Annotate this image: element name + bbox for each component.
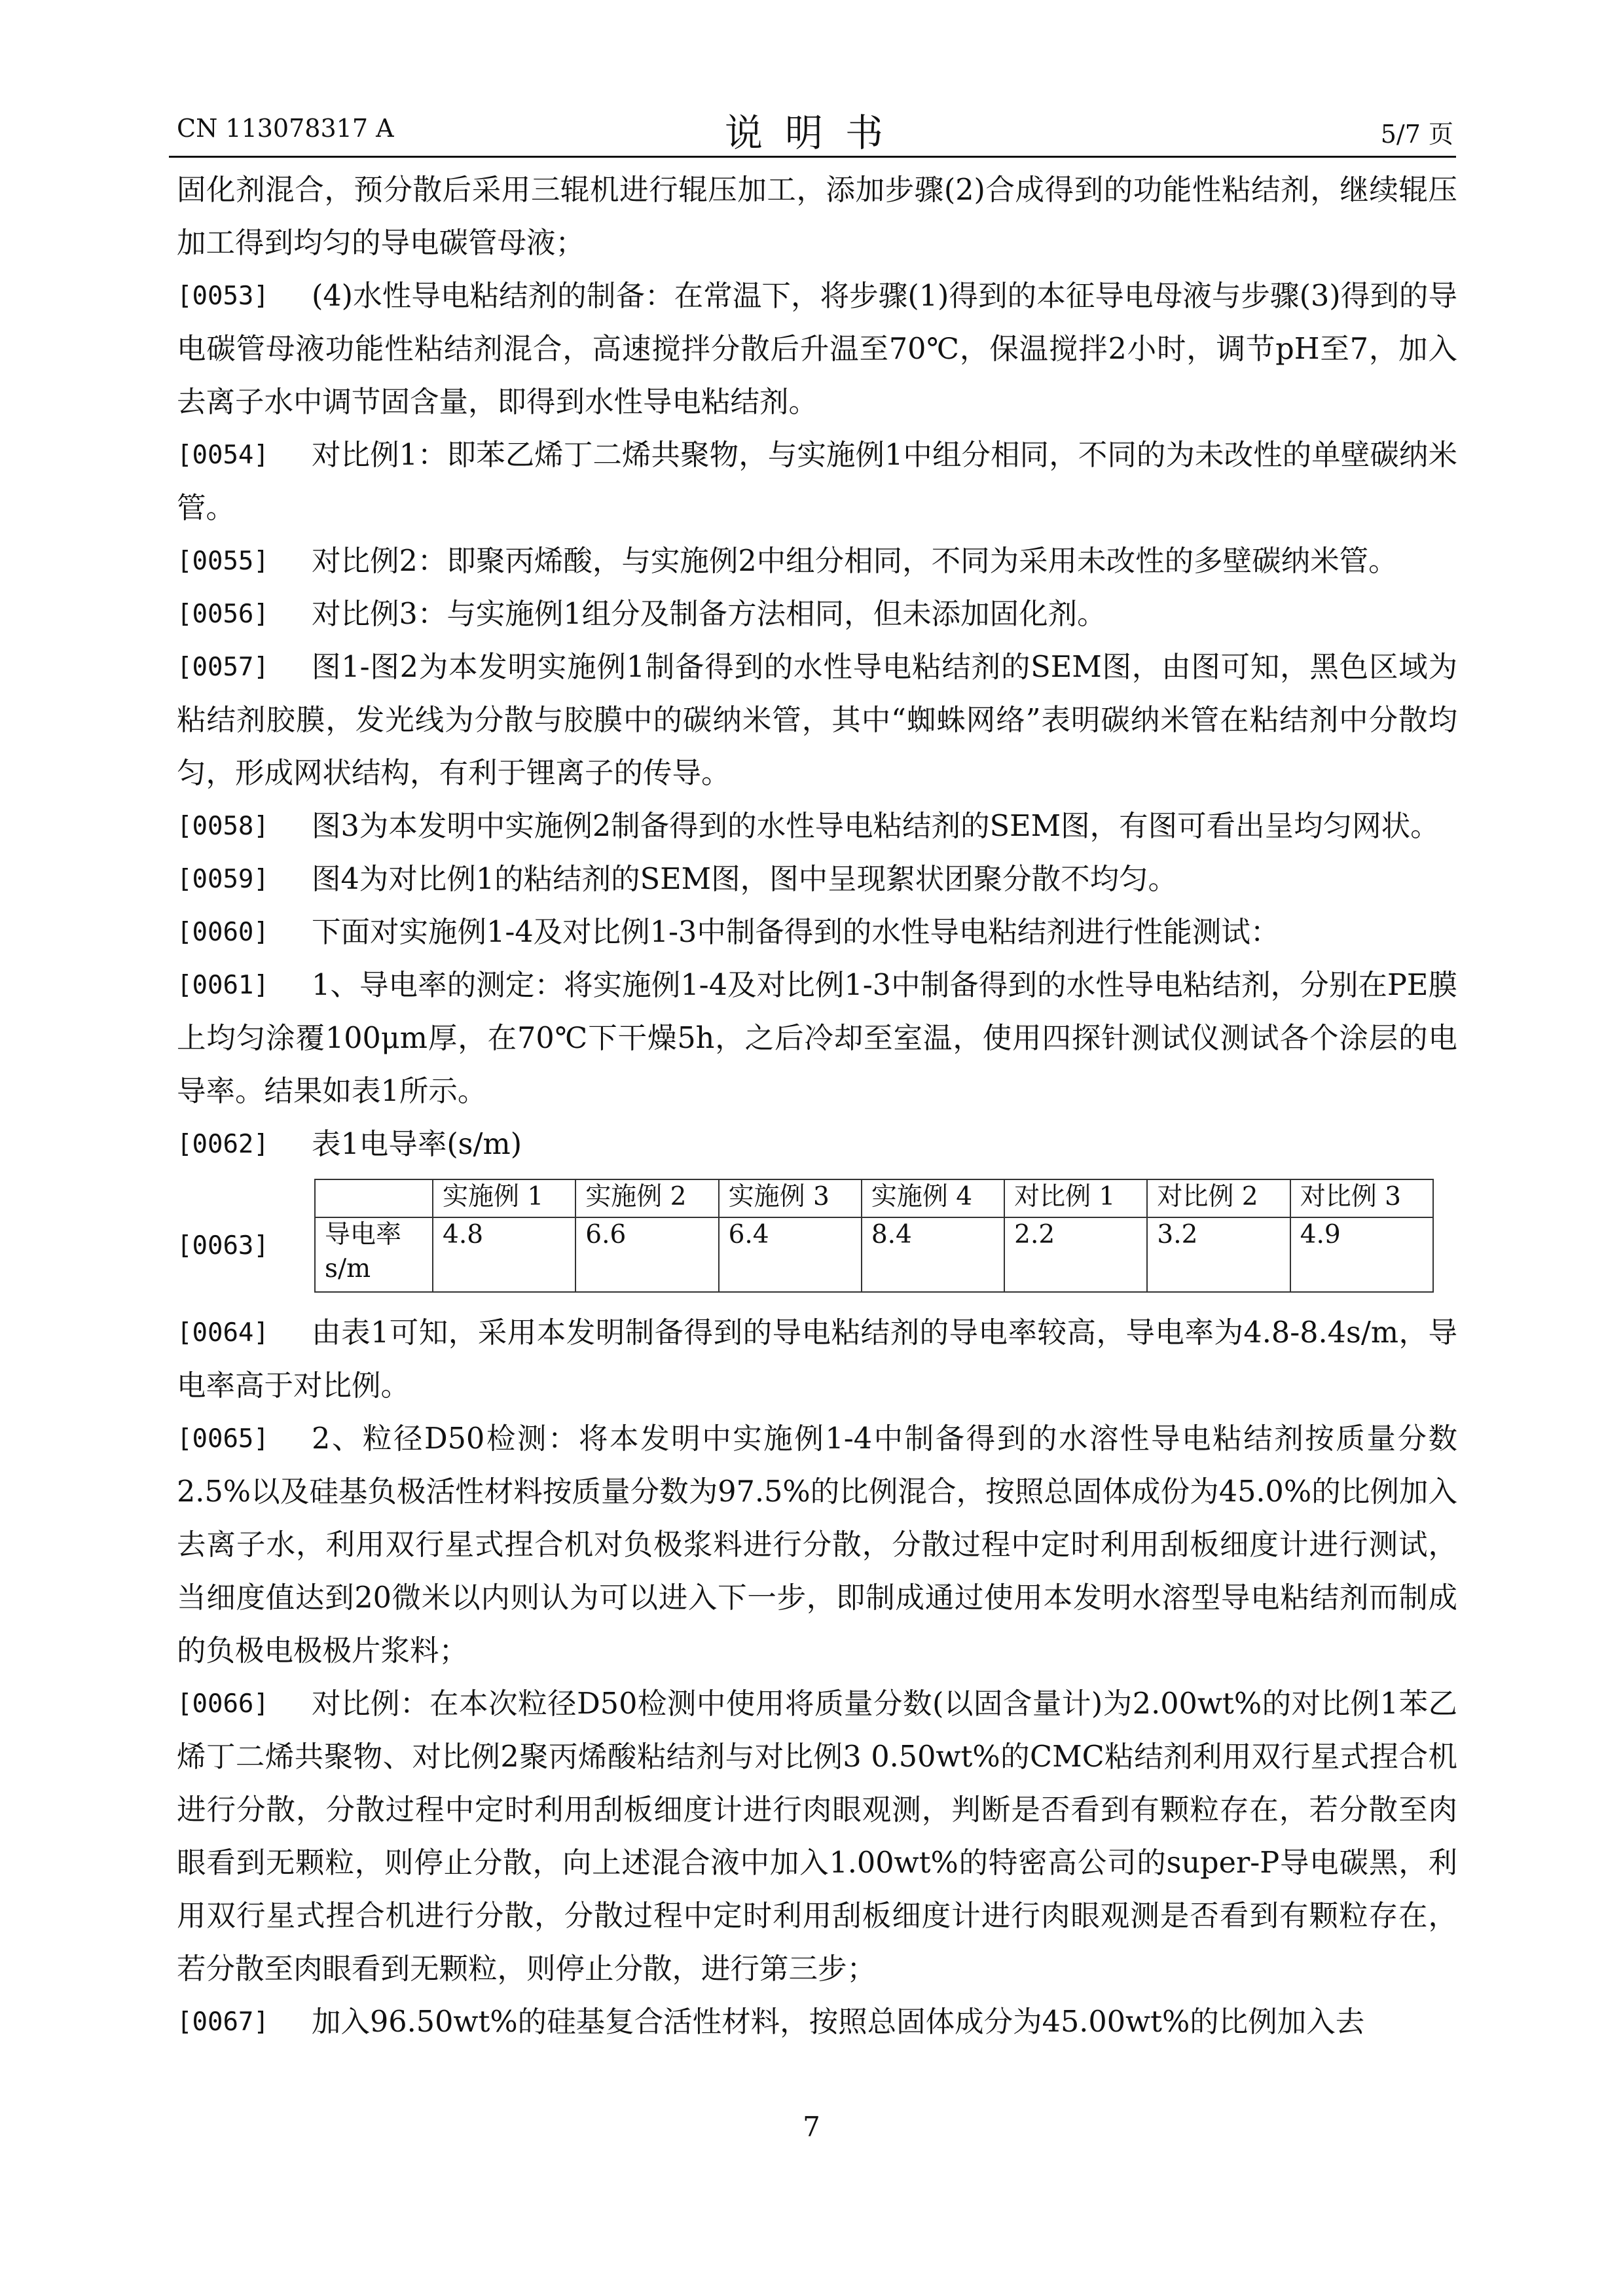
paragraph	[177, 270, 1457, 429]
paragraph	[177, 1412, 1457, 1677]
paragraph-number: [0061]	[177, 971, 269, 1000]
table-cell: 3.2	[1147, 1217, 1290, 1292]
paragraph	[177, 535, 1457, 588]
paragraph-text: 固化剂混合，预分散后采用三辊机进行辊压加工，添加步骤(2)合成得到的功能性粘结剂，继续辊压加工得到均匀的导电碳管母液；	[177, 173, 1457, 260]
paragraph	[177, 906, 1457, 959]
patent-number: CN 113078317 A	[177, 114, 394, 143]
table-cell: 4.9	[1290, 1217, 1433, 1292]
paragraphs-before-table	[177, 164, 1457, 1171]
table-cell: 6.6	[575, 1217, 718, 1292]
document-title: 说明书	[724, 111, 905, 155]
paragraph-number: [0060]	[177, 918, 269, 947]
paragraph-text: 对比例2：即聚丙烯酸，与实施例2中组分相同，不同为采用未改性的多壁碳纳米管。	[312, 545, 1398, 578]
table-cell: 8.4	[862, 1217, 1004, 1292]
paragraph-text: 2、粒径D50检测：将本发明中实施例1-4中制备得到的水溶性导电粘结剂按质量分数2.5%以及硅基负极活性材料按质量分数为97.5%的比例混合，按照总固体成份为45.0%的比例加入去离子水，利用双行星式捏合机对负极浆料进行分散，分散过程中定时利用刮板细度计进行测试，当细度值达到20微米以内则认为可以进入下一步，即制成通过使用本发明水溶型导电粘结剂而制成的负极电极极片浆料；	[177, 1422, 1457, 1668]
table-header-cell: 实施例 3	[719, 1179, 862, 1217]
paragraph-number: [0067]	[177, 2007, 269, 2037]
paragraph-number: [0066]	[177, 1689, 269, 1719]
table-cell: 6.4	[719, 1217, 862, 1292]
table-header-cell: 对比例 2	[1147, 1179, 1290, 1217]
paragraph-text: 对比例3：与实施例1组分及制备方法相同，但未添加固化剂。	[312, 598, 1106, 631]
page-number: 7	[803, 2111, 820, 2143]
paragraph-number: [0058]	[177, 812, 269, 841]
paragraph	[177, 1306, 1457, 1412]
page-header	[177, 98, 1453, 164]
paragraph-text: (4)水性导电粘结剂的制备：在常温下，将步骤(1)得到的本征导电母液与步骤(3)得到的导电碳管母液功能性粘结剂混合，高速搅拌分散后升温至70℃，保温搅拌2小时，调节pH至7，加入去离子水中调节固含量，即得到水性导电粘结剂。	[177, 279, 1457, 419]
document-body	[177, 164, 1457, 2049]
paragraph-text: 表1电导率(s/m)	[312, 1128, 522, 1161]
paragraph	[177, 164, 1457, 270]
table-header-cell: 对比例 3	[1290, 1179, 1433, 1217]
paragraph-text: 1、导电率的测定：将实施例1-4及对比例1-3中制备得到的水性导电粘结剂，分别在PE膜上均匀涂覆100μm厚，在70℃下干燥5h，之后冷却至室温，使用四探针测试仪测试各个涂层的电导率。结果如表1所示。	[177, 969, 1457, 1108]
paragraph	[177, 800, 1457, 853]
paragraph	[177, 588, 1457, 641]
paragraph-number: [0059]	[177, 865, 269, 894]
paragraph-text: 图4为对比例1的粘结剂的SEM图，图中呈现絮状团聚分散不均匀。	[312, 863, 1178, 896]
paragraph-number: [0054]	[177, 440, 269, 470]
paragraph	[177, 429, 1457, 535]
conductivity-table	[314, 1179, 1434, 1293]
paragraphs-after-table	[177, 1306, 1457, 2049]
paragraph-number: [0053]	[177, 281, 269, 311]
paragraph-text: 图1-图2为本发明实施例1制备得到的水性导电粘结剂的SEM图，由图可知，黑色区域为粘结剂胶膜，发光线为分散与胶膜中的碳纳米管，其中“蜘蛛网络”表明碳纳米管在粘结剂中分散均匀，形成网状结构，有利于锂离子的传导。	[177, 651, 1457, 790]
paragraph-text: 对比例1：即苯乙烯丁二烯共聚物，与实施例1中组分相同，不同的为未改性的单壁碳纳米管。	[177, 439, 1457, 525]
table-row	[315, 1217, 1433, 1292]
paragraph-number: [0063]	[177, 1231, 269, 1261]
table-header-cell: 实施例 2	[575, 1179, 718, 1217]
paragraph-number: [0065]	[177, 1424, 269, 1454]
paragraph-number: [0062]	[177, 1130, 269, 1159]
paragraph	[177, 853, 1457, 906]
paragraph	[177, 1118, 1457, 1171]
paragraph-text: 由表1可知，采用本发明制备得到的导电粘结剂的导电率较高，导电率为4.8-8.4s/m，导电率高于对比例。	[177, 1316, 1457, 1403]
table-header-cell: 实施例 1	[433, 1179, 575, 1217]
paragraph	[177, 1677, 1457, 1996]
table-row-label: 导电率 s/m	[315, 1217, 433, 1292]
paragraph-text: 对比例：在本次粒径D50检测中使用将质量分数(以固含量计)为2.00wt%的对比例1苯乙烯丁二烯共聚物、对比例2聚丙烯酸粘结剂与对比例3 0.50wt%的CMC粘结剂利用双行星式捏合机进行分散，分散过程中定时利用刮板细度计进行肉眼观测，判断是否看到有颗粒存在，若分散至肉眼看到无颗粒，则停止分散，向上述混合液中加入1.00wt%的特密高公司的super-P导电碳黑，利用双行星式捏合机进行分散，分散过程中定时利用刮板细度计进行肉眼观测是否看到有颗粒存在，若分散至肉眼看到无颗粒，则停止分散，进行第三步；	[177, 1687, 1457, 1986]
paragraph-number: [0056]	[177, 600, 269, 629]
header-divider	[169, 156, 1456, 158]
paragraph-text: 加入96.50wt%的硅基复合活性材料，按照总固体成分为45.00wt%的比例加入去	[312, 2005, 1365, 2039]
table-cell: 4.8	[433, 1217, 575, 1292]
paragraph	[177, 959, 1457, 1118]
paragraph	[177, 641, 1457, 800]
table-header-cell: 对比例 1	[1004, 1179, 1147, 1217]
paragraph-text: 图3为本发明中实施例2制备得到的水性导电粘结剂的SEM图，有图可看出呈均匀网状。	[312, 810, 1440, 843]
conductivity-table-block	[177, 1179, 1457, 1306]
table-header-cell: 实施例 4	[862, 1179, 1004, 1217]
page-indicator: 5/7 页	[1380, 120, 1453, 149]
paragraph-text: 下面对实施例1-4及对比例1-3中制备得到的水性导电粘结剂进行性能测试：	[312, 916, 1280, 949]
table-header-cell	[315, 1179, 433, 1217]
paragraph-number: [0055]	[177, 547, 269, 576]
paragraph	[177, 1996, 1457, 2049]
paragraph-number: [0064]	[177, 1318, 269, 1348]
table-cell: 2.2	[1004, 1217, 1147, 1292]
paragraph-number: [0057]	[177, 653, 269, 682]
table-header-row	[315, 1179, 1433, 1217]
